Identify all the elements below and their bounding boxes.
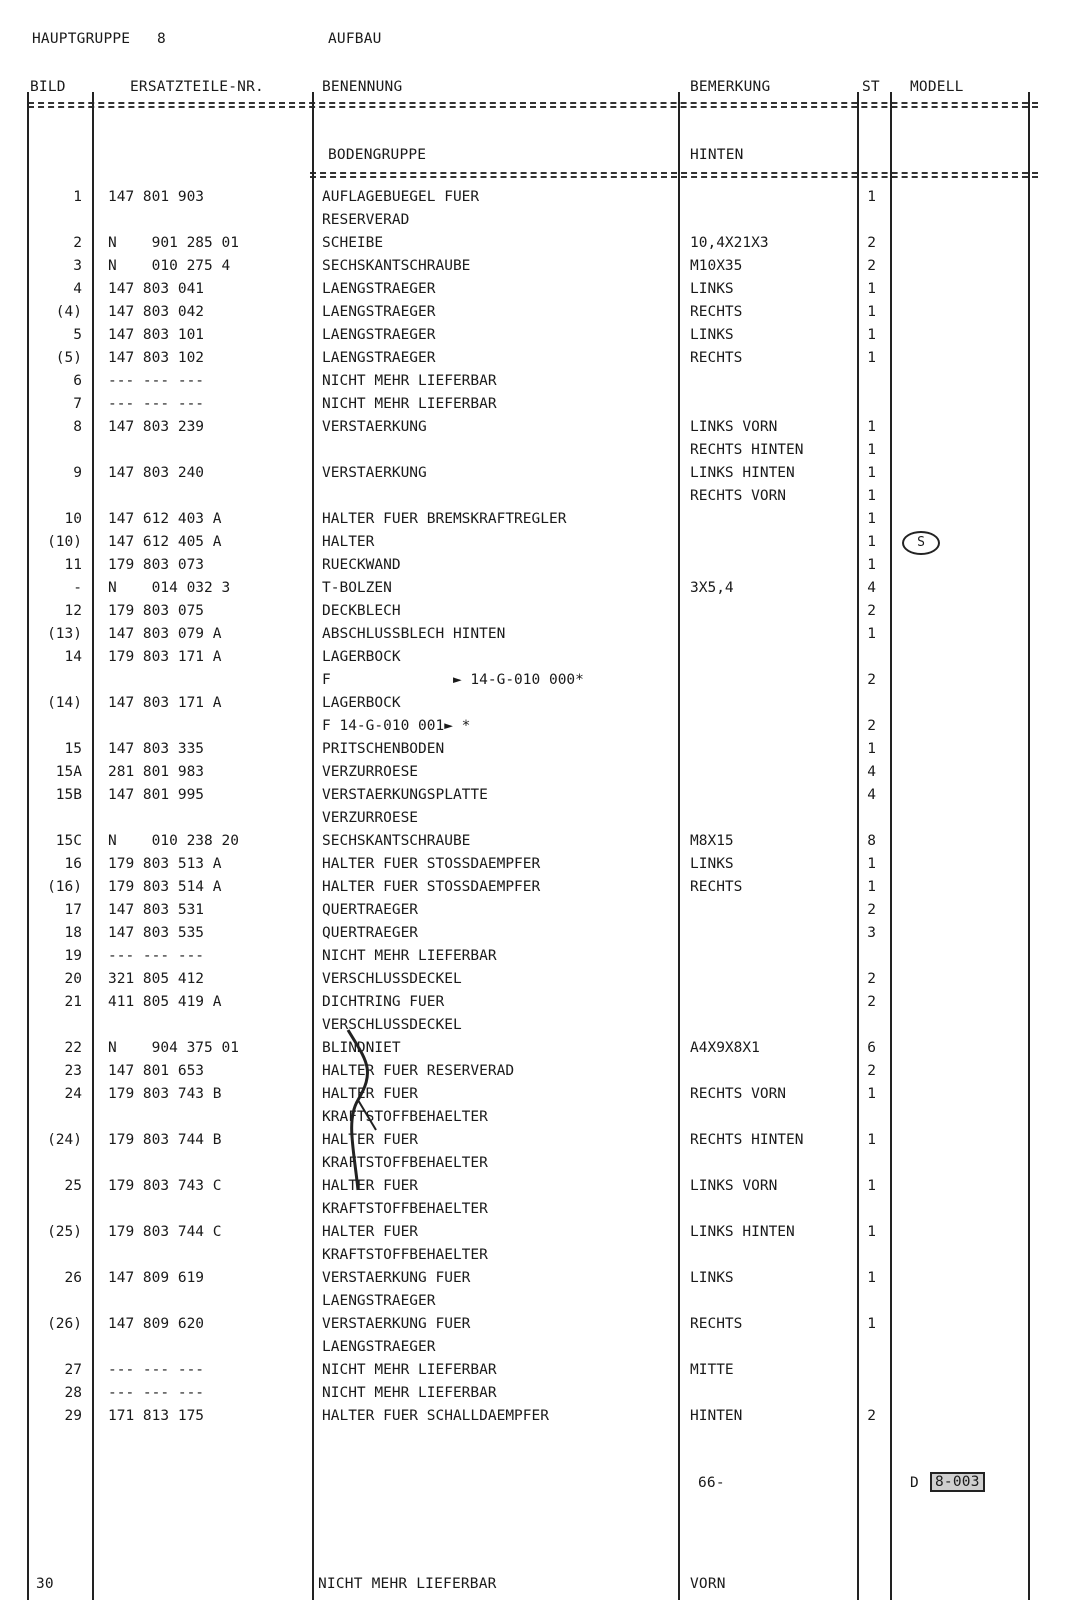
table-row bbox=[0, 255, 1080, 278]
st-cell: 1 bbox=[867, 281, 876, 297]
st-cell: 1 bbox=[867, 856, 876, 872]
part-number-cell: --- --- --- bbox=[108, 1362, 205, 1378]
st-cell: 1 bbox=[867, 1132, 876, 1148]
bild-cell: 6 bbox=[73, 373, 82, 389]
part-number-cell: 179 803 744 C bbox=[108, 1224, 222, 1240]
bild-cell: 20 bbox=[64, 971, 82, 987]
benennung-cell: NICHT MEHR LIEFERBAR bbox=[322, 396, 497, 412]
st-cell: 1 bbox=[867, 1224, 876, 1240]
bemerkung-cell: LINKS VORN bbox=[690, 1178, 778, 1194]
bemerkung-cell: LINKS VORN bbox=[690, 419, 778, 435]
benennung-cell: KRAFTSTOFFBEHAELTER bbox=[322, 1247, 488, 1263]
bemerkung-cell: 10,4X21X3 bbox=[690, 235, 769, 251]
st-cell: 2 bbox=[867, 994, 876, 1010]
part-number-cell: 147 803 531 bbox=[108, 902, 205, 918]
table-row bbox=[0, 232, 1080, 255]
bild-cell: (14) bbox=[47, 695, 82, 711]
st-cell: 1 bbox=[867, 1316, 876, 1332]
st-cell: 2 bbox=[867, 1408, 876, 1424]
table-row bbox=[0, 462, 1080, 485]
benennung-cell: KRAFTSTOFFBEHAELTER bbox=[322, 1109, 488, 1125]
bild-cell: 7 bbox=[73, 396, 82, 412]
modell-stamp: S bbox=[902, 531, 940, 555]
part-number-cell: --- --- --- bbox=[108, 948, 205, 964]
benennung-cell: VERSTAERKUNGSPLATTE bbox=[322, 787, 488, 803]
benennung-cell: F 14-G-010 001► * bbox=[322, 718, 471, 734]
table-row bbox=[0, 1290, 1080, 1313]
part-number-cell: 147 612 405 A bbox=[108, 534, 222, 550]
benennung-cell: KRAFTSTOFFBEHAELTER bbox=[322, 1155, 488, 1171]
st-cell: 2 bbox=[867, 603, 876, 619]
benennung-cell: NICHT MEHR LIEFERBAR bbox=[322, 1362, 497, 1378]
bild-cell: (13) bbox=[47, 626, 82, 642]
page-code: 8-003 bbox=[930, 1472, 985, 1492]
benennung-cell: HALTER FUER bbox=[322, 1086, 419, 1102]
table-row bbox=[0, 186, 1080, 209]
part-number-cell: N 901 285 01 bbox=[108, 235, 239, 251]
next-page-bild: 30 bbox=[36, 1576, 54, 1592]
bemerkung-cell: RECHTS bbox=[690, 304, 743, 320]
benennung-cell: VERSCHLUSSDECKEL bbox=[322, 1017, 462, 1033]
benennung-cell: QUERTRAEGER bbox=[322, 925, 419, 941]
benennung-cell: VERZURROESE bbox=[322, 810, 419, 826]
bild-cell: (16) bbox=[47, 879, 82, 895]
section-rule bbox=[310, 172, 1038, 174]
part-number-cell: 147 803 102 bbox=[108, 350, 205, 366]
st-cell: 2 bbox=[867, 258, 876, 274]
table-row bbox=[0, 669, 1080, 692]
bild-cell: 23 bbox=[64, 1063, 82, 1079]
col-header-st: ST bbox=[862, 79, 880, 95]
st-cell: 4 bbox=[867, 787, 876, 803]
bild-cell: 21 bbox=[64, 994, 82, 1010]
st-cell: 1 bbox=[867, 879, 876, 895]
benennung-cell: QUERTRAEGER bbox=[322, 902, 419, 918]
benennung-cell: LAENGSTRAEGER bbox=[322, 350, 436, 366]
benennung-cell: HALTER bbox=[322, 534, 375, 550]
st-cell: 1 bbox=[867, 465, 876, 481]
column-divider bbox=[678, 1570, 680, 1600]
part-number-cell: 411 805 419 A bbox=[108, 994, 222, 1010]
benennung-cell: HALTER FUER STOSSDAEMPFER bbox=[322, 856, 541, 872]
table-row bbox=[0, 1313, 1080, 1336]
part-number-cell: 147 803 171 A bbox=[108, 695, 222, 711]
bild-cell: 24 bbox=[64, 1086, 82, 1102]
table-row bbox=[0, 899, 1080, 922]
table-row bbox=[0, 991, 1080, 1014]
table-row bbox=[0, 301, 1080, 324]
table-row bbox=[0, 324, 1080, 347]
table-row bbox=[0, 439, 1080, 462]
bemerkung-cell: RECHTS VORN bbox=[690, 1086, 787, 1102]
benennung-cell: KRAFTSTOFFBEHAELTER bbox=[322, 1201, 488, 1217]
part-number-cell: 147 612 403 A bbox=[108, 511, 222, 527]
part-number-cell: 147 809 619 bbox=[108, 1270, 205, 1286]
benennung-cell: LAENGSTRAEGER bbox=[322, 304, 436, 320]
bild-cell: 16 bbox=[64, 856, 82, 872]
bemerkung-cell: RECHTS bbox=[690, 350, 743, 366]
bemerkung-cell: RECHTS bbox=[690, 1316, 743, 1332]
table-row bbox=[0, 1359, 1080, 1382]
bild-cell: (24) bbox=[47, 1132, 82, 1148]
part-number-cell: 179 803 171 A bbox=[108, 649, 222, 665]
table-row bbox=[0, 830, 1080, 853]
benennung-cell: HALTER FUER bbox=[322, 1178, 419, 1194]
table-row bbox=[0, 485, 1080, 508]
bild-cell: 2 bbox=[73, 235, 82, 251]
hauptgruppe-label: HAUPTGRUPPE 8 bbox=[32, 31, 166, 47]
table-row bbox=[0, 1152, 1080, 1175]
st-cell: 1 bbox=[867, 189, 876, 205]
table-row bbox=[0, 554, 1080, 577]
bild-cell: 15A bbox=[55, 764, 82, 780]
bild-cell: 15B bbox=[55, 787, 82, 803]
table-row bbox=[0, 1106, 1080, 1129]
bemerkung-cell: A4X9X8X1 bbox=[690, 1040, 760, 1056]
header-rule bbox=[28, 102, 1038, 104]
part-number-cell: --- --- --- bbox=[108, 1385, 205, 1401]
part-number-cell: 147 801 903 bbox=[108, 189, 205, 205]
benennung-cell: LAENGSTRAEGER bbox=[322, 1339, 436, 1355]
st-cell: 1 bbox=[867, 511, 876, 527]
table-row bbox=[0, 945, 1080, 968]
bemerkung-cell: M10X35 bbox=[690, 258, 743, 274]
bild-cell: - bbox=[73, 580, 82, 596]
table-row bbox=[0, 715, 1080, 738]
benennung-cell: NICHT MEHR LIEFERBAR bbox=[322, 373, 497, 389]
table-row bbox=[0, 531, 1080, 554]
bild-cell: 9 bbox=[73, 465, 82, 481]
table-row bbox=[0, 1014, 1080, 1037]
part-number-cell: 147 803 101 bbox=[108, 327, 205, 343]
benennung-cell: T-BOLZEN bbox=[322, 580, 392, 596]
bemerkung-cell: RECHTS HINTEN bbox=[690, 442, 804, 458]
benennung-cell: SECHSKANTSCHRAUBE bbox=[322, 258, 471, 274]
bemerkung-cell: LINKS HINTEN bbox=[690, 465, 795, 481]
bemerkung-cell: LINKS bbox=[690, 1270, 734, 1286]
bild-cell: (4) bbox=[55, 304, 82, 320]
benennung-cell: VERZURROESE bbox=[322, 764, 419, 780]
section-title: BODENGRUPPE bbox=[328, 147, 427, 163]
st-cell: 6 bbox=[867, 1040, 876, 1056]
st-cell: 1 bbox=[867, 741, 876, 757]
st-cell: 8 bbox=[867, 833, 876, 849]
bild-cell: 18 bbox=[64, 925, 82, 941]
handwritten-scribble bbox=[336, 1020, 396, 1220]
bild-cell: 10 bbox=[64, 511, 82, 527]
benennung-cell: VERSTAERKUNG FUER bbox=[322, 1270, 471, 1286]
st-cell: 2 bbox=[867, 971, 876, 987]
col-header-modell: MODELL bbox=[910, 79, 964, 95]
bemerkung-cell: HINTEN bbox=[690, 1408, 743, 1424]
bild-cell: 15 bbox=[64, 741, 82, 757]
bild-cell: 5 bbox=[73, 327, 82, 343]
table-row bbox=[0, 1336, 1080, 1359]
benennung-cell: SECHSKANTSCHRAUBE bbox=[322, 833, 471, 849]
benennung-cell: ABSCHLUSSBLECH HINTEN bbox=[322, 626, 506, 642]
bemerkung-cell: RECHTS bbox=[690, 879, 743, 895]
part-number-cell: 147 803 042 bbox=[108, 304, 205, 320]
table-row bbox=[0, 209, 1080, 232]
bild-cell: 29 bbox=[64, 1408, 82, 1424]
col-header-bemerkung: BEMERKUNG bbox=[690, 79, 771, 95]
benennung-cell: NICHT MEHR LIEFERBAR bbox=[322, 948, 497, 964]
st-cell: 2 bbox=[867, 1063, 876, 1079]
table-row bbox=[0, 1405, 1080, 1428]
st-cell: 1 bbox=[867, 557, 876, 573]
table-row bbox=[0, 922, 1080, 945]
bemerkung-cell: MITTE bbox=[690, 1362, 734, 1378]
table-row bbox=[0, 1267, 1080, 1290]
column-divider bbox=[857, 1570, 859, 1600]
part-number-cell: 147 803 079 A bbox=[108, 626, 222, 642]
st-cell: 1 bbox=[867, 350, 876, 366]
table-row bbox=[0, 1198, 1080, 1221]
st-cell: 1 bbox=[867, 488, 876, 504]
table-row bbox=[0, 853, 1080, 876]
bild-cell: 1 bbox=[73, 189, 82, 205]
table-row bbox=[0, 577, 1080, 600]
table-row bbox=[0, 646, 1080, 669]
benennung-cell: HALTER FUER bbox=[322, 1132, 419, 1148]
part-number-cell: 179 803 743 C bbox=[108, 1178, 222, 1194]
table-row bbox=[0, 623, 1080, 646]
column-divider bbox=[27, 1570, 29, 1600]
bemerkung-cell: LINKS bbox=[690, 327, 734, 343]
part-number-cell: 147 809 620 bbox=[108, 1316, 205, 1332]
table-row bbox=[0, 1175, 1080, 1198]
benennung-cell: NICHT MEHR LIEFERBAR bbox=[322, 1385, 497, 1401]
st-cell: 1 bbox=[867, 534, 876, 550]
bild-cell: 26 bbox=[64, 1270, 82, 1286]
bild-cell: 14 bbox=[64, 649, 82, 665]
benennung-cell: F ► 14-G-010 000* bbox=[322, 672, 584, 688]
st-cell: 1 bbox=[867, 1178, 876, 1194]
bild-cell: 19 bbox=[64, 948, 82, 964]
bemerkung-cell: LINKS bbox=[690, 281, 734, 297]
bild-cell: 15C bbox=[55, 833, 82, 849]
benennung-cell: PRITSCHENBODEN bbox=[322, 741, 445, 757]
bild-cell: (25) bbox=[47, 1224, 82, 1240]
next-page-bemerkung: VORN bbox=[690, 1576, 726, 1592]
bemerkung-cell: LINKS bbox=[690, 856, 734, 872]
part-number-cell: 147 801 995 bbox=[108, 787, 205, 803]
bild-cell: 4 bbox=[73, 281, 82, 297]
st-cell: 1 bbox=[867, 304, 876, 320]
st-cell: 2 bbox=[867, 672, 876, 688]
st-cell: 3 bbox=[867, 925, 876, 941]
bemerkung-cell: 3X5,4 bbox=[690, 580, 734, 596]
benennung-cell: RUECKWAND bbox=[322, 557, 401, 573]
bild-cell: 12 bbox=[64, 603, 82, 619]
table-row bbox=[0, 370, 1080, 393]
table-row bbox=[0, 876, 1080, 899]
bild-cell: 17 bbox=[64, 902, 82, 918]
table-row bbox=[0, 807, 1080, 830]
page-number: 66- bbox=[698, 1475, 725, 1491]
benennung-cell: AUFLAGEBUEGEL FUER bbox=[322, 189, 480, 205]
section-rule-2 bbox=[310, 176, 1038, 178]
part-number-cell: 321 805 412 bbox=[108, 971, 205, 987]
benennung-cell: LAGERBOCK bbox=[322, 649, 401, 665]
bemerkung-cell: M8X15 bbox=[690, 833, 734, 849]
col-header-benennung: BENENNUNG bbox=[322, 79, 403, 95]
st-cell: 2 bbox=[867, 718, 876, 734]
st-cell: 1 bbox=[867, 1270, 876, 1286]
part-number-cell: 179 803 513 A bbox=[108, 856, 222, 872]
st-cell: 1 bbox=[867, 626, 876, 642]
bild-cell: (5) bbox=[55, 350, 82, 366]
bild-cell: 27 bbox=[64, 1362, 82, 1378]
part-number-cell: 147 803 239 bbox=[108, 419, 205, 435]
part-number-cell: 147 803 240 bbox=[108, 465, 205, 481]
table-row bbox=[0, 1083, 1080, 1106]
table-row bbox=[0, 968, 1080, 991]
bild-cell: 8 bbox=[73, 419, 82, 435]
table-row bbox=[0, 1060, 1080, 1083]
benennung-cell: RESERVERAD bbox=[322, 212, 410, 228]
benennung-cell: SCHEIBE bbox=[322, 235, 384, 251]
st-cell: 1 bbox=[867, 442, 876, 458]
benennung-cell: HALTER FUER bbox=[322, 1224, 419, 1240]
part-number-cell: --- --- --- bbox=[108, 373, 205, 389]
table-row bbox=[0, 1037, 1080, 1060]
benennung-cell: HALTER FUER STOSSDAEMPFER bbox=[322, 879, 541, 895]
benennung-cell: DECKBLECH bbox=[322, 603, 401, 619]
part-number-cell: N 010 275 4 bbox=[108, 258, 231, 274]
st-cell: 1 bbox=[867, 1086, 876, 1102]
table-row bbox=[0, 784, 1080, 807]
bild-cell: 3 bbox=[73, 258, 82, 274]
table-row bbox=[0, 347, 1080, 370]
bild-cell: 25 bbox=[64, 1178, 82, 1194]
part-number-cell: N 904 375 01 bbox=[108, 1040, 239, 1056]
part-number-cell: N 014 032 3 bbox=[108, 580, 231, 596]
bild-cell: 22 bbox=[64, 1040, 82, 1056]
bemerkung-cell: RECHTS VORN bbox=[690, 488, 787, 504]
bemerkung-cell: LINKS HINTEN bbox=[690, 1224, 795, 1240]
benennung-cell: LAGERBOCK bbox=[322, 695, 401, 711]
bild-cell: 28 bbox=[64, 1385, 82, 1401]
col-header-bild: BILD bbox=[30, 79, 66, 95]
bemerkung-cell: RECHTS HINTEN bbox=[690, 1132, 804, 1148]
column-divider bbox=[312, 1570, 314, 1600]
benennung-cell: VERSTAERKUNG bbox=[322, 419, 427, 435]
header-rule-2 bbox=[28, 106, 1038, 108]
bild-cell: 11 bbox=[64, 557, 82, 573]
part-number-cell: 179 803 743 B bbox=[108, 1086, 222, 1102]
table-row bbox=[0, 278, 1080, 301]
section-remark: HINTEN bbox=[690, 147, 744, 163]
bild-cell: (10) bbox=[47, 534, 82, 550]
table-row bbox=[0, 1244, 1080, 1267]
part-number-cell: 179 803 073 bbox=[108, 557, 205, 573]
part-number-cell: 147 803 041 bbox=[108, 281, 205, 297]
part-number-cell: 179 803 744 B bbox=[108, 1132, 222, 1148]
column-divider bbox=[890, 1570, 892, 1600]
st-cell: 2 bbox=[867, 235, 876, 251]
part-number-cell: 147 801 653 bbox=[108, 1063, 205, 1079]
code-prefix: D bbox=[910, 1475, 919, 1491]
st-cell: 4 bbox=[867, 580, 876, 596]
table-row bbox=[0, 600, 1080, 623]
col-header-nr: ERSATZTEILE-NR. bbox=[130, 79, 264, 95]
table-row bbox=[0, 1129, 1080, 1152]
benennung-cell: BLINDNIET bbox=[322, 1040, 401, 1056]
table-row bbox=[0, 692, 1080, 715]
benennung-cell: HALTER FUER SCHALLDAEMPFER bbox=[322, 1408, 549, 1424]
st-cell: 2 bbox=[867, 902, 876, 918]
part-number-cell: 147 803 335 bbox=[108, 741, 205, 757]
st-cell: 4 bbox=[867, 764, 876, 780]
part-number-cell: 147 803 535 bbox=[108, 925, 205, 941]
benennung-cell: HALTER FUER RESERVERAD bbox=[322, 1063, 515, 1079]
next-page-benennung: NICHT MEHR LIEFERBAR bbox=[318, 1576, 497, 1592]
column-divider bbox=[1028, 1570, 1030, 1600]
column-divider bbox=[92, 1570, 94, 1600]
st-cell: 1 bbox=[867, 419, 876, 435]
table-row bbox=[0, 393, 1080, 416]
table-row bbox=[0, 1221, 1080, 1244]
benennung-cell: LAENGSTRAEGER bbox=[322, 327, 436, 343]
table-row bbox=[0, 416, 1080, 439]
table-row bbox=[0, 1382, 1080, 1405]
table-row bbox=[0, 508, 1080, 531]
benennung-cell: HALTER FUER BREMSKRAFTREGLER bbox=[322, 511, 567, 527]
benennung-cell: LAENGSTRAEGER bbox=[322, 281, 436, 297]
benennung-cell: VERSTAERKUNG FUER bbox=[322, 1316, 471, 1332]
st-cell: 1 bbox=[867, 327, 876, 343]
benennung-cell: DICHTRING FUER bbox=[322, 994, 445, 1010]
part-number-cell: --- --- --- bbox=[108, 396, 205, 412]
bild-cell: (26) bbox=[47, 1316, 82, 1332]
part-number-cell: 171 813 175 bbox=[108, 1408, 205, 1424]
table-row bbox=[0, 738, 1080, 761]
part-number-cell: 179 803 514 A bbox=[108, 879, 222, 895]
benennung-cell: VERSCHLUSSDECKEL bbox=[322, 971, 462, 987]
part-number-cell: 179 803 075 bbox=[108, 603, 205, 619]
benennung-cell: VERSTAERKUNG bbox=[322, 465, 427, 481]
gruppe-label: AUFBAU bbox=[328, 31, 382, 47]
benennung-cell: LAENGSTRAEGER bbox=[322, 1293, 436, 1309]
table-row bbox=[0, 761, 1080, 784]
part-number-cell: N 010 238 20 bbox=[108, 833, 239, 849]
part-number-cell: 281 801 983 bbox=[108, 764, 205, 780]
